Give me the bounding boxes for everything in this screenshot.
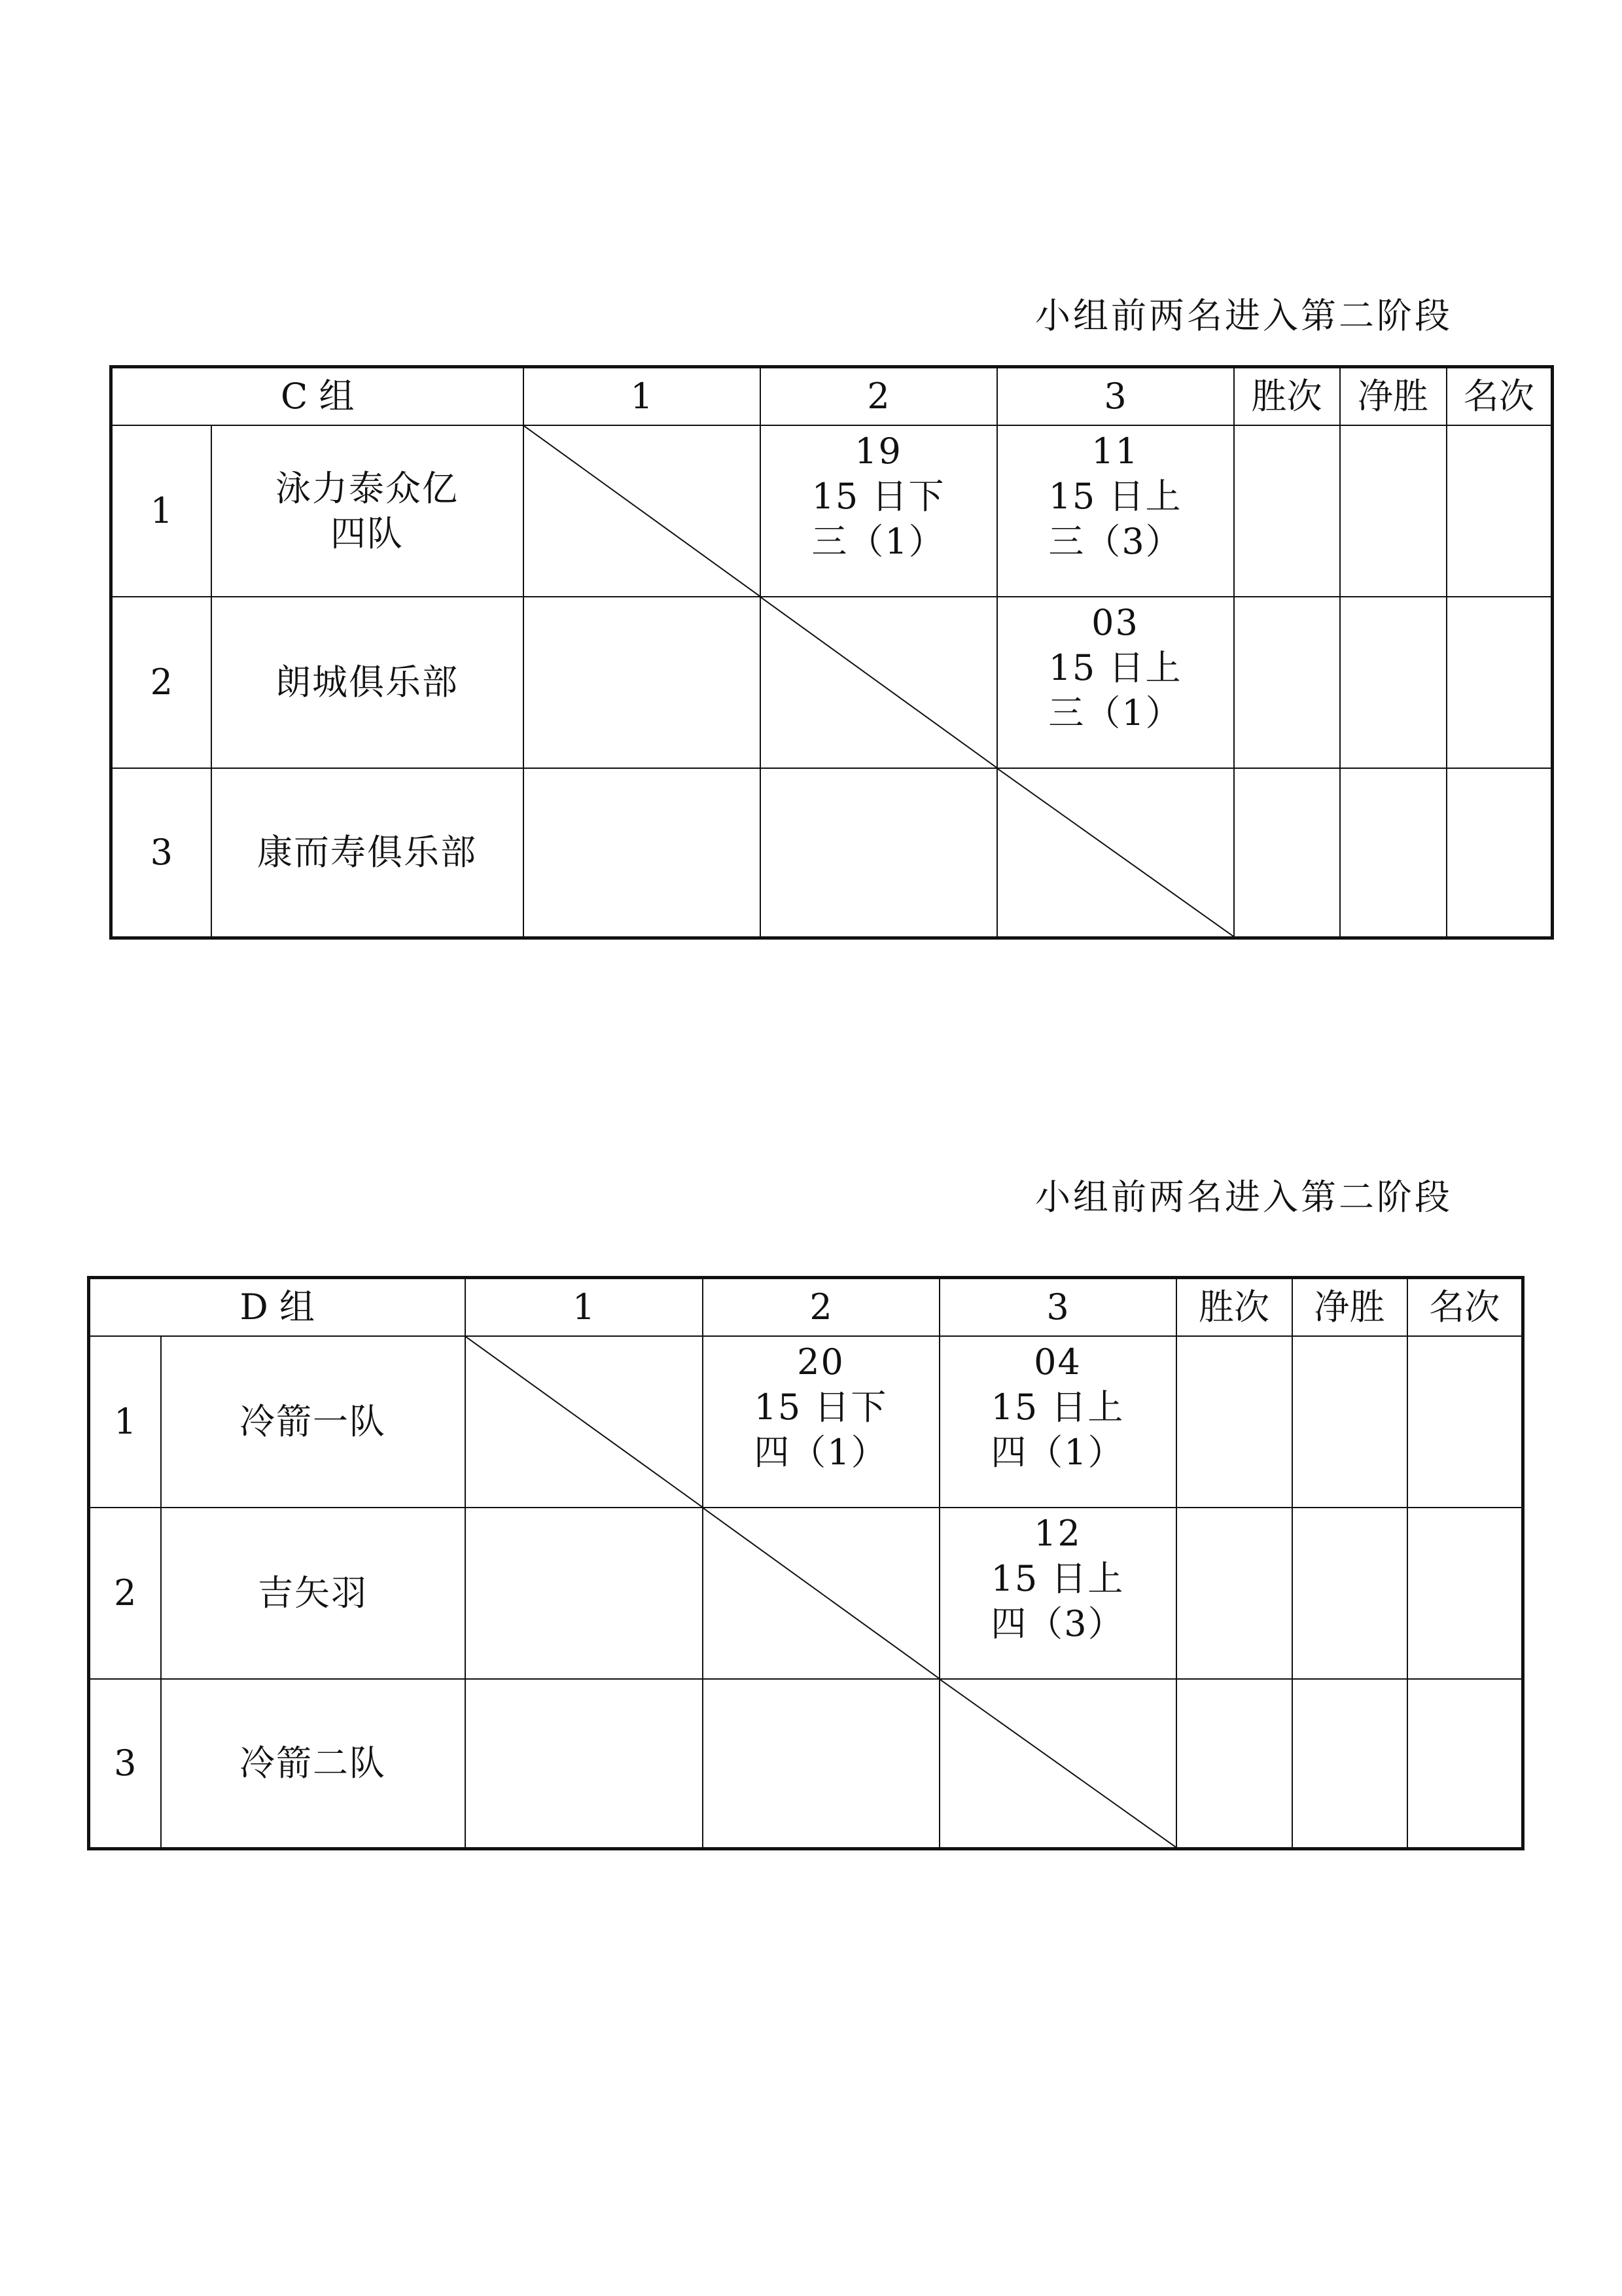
wins-cell [1176, 1508, 1292, 1679]
table-row [89, 1508, 1523, 1679]
match-cell [465, 1679, 703, 1849]
group-c-note: 小组前两名进入第二阶段 [1035, 295, 1453, 336]
team-name: 泳力泰众亿 四队 [211, 425, 523, 597]
match-number: 19 [855, 431, 902, 472]
table-row [89, 1679, 1523, 1849]
row-number: 3 [111, 768, 211, 938]
match-date: 15 日上 [1048, 647, 1182, 689]
diagonal-line [998, 769, 1233, 936]
match-number: 03 [1091, 602, 1139, 643]
match-date: 15 日下 [754, 1386, 888, 1428]
match-cell [760, 425, 997, 597]
match-venue: 四（1） [754, 1432, 888, 1474]
rank-cell [1407, 1508, 1523, 1679]
match-date: 15 日上 [991, 1558, 1125, 1600]
wins-cell [1234, 768, 1340, 938]
match-date: 15 日上 [991, 1386, 1125, 1428]
self-match-cell [940, 1679, 1176, 1849]
column-header: 1 [523, 367, 760, 426]
match-cell [940, 1336, 1176, 1508]
match-cell [523, 597, 760, 768]
net-wins-cell [1292, 1679, 1407, 1849]
row-number: 2 [111, 597, 211, 768]
diagonal-line [524, 426, 760, 596]
team-name: 吉矢羽 [161, 1508, 465, 1679]
rank-header: 名次 [1407, 1278, 1523, 1337]
net-wins-header: 净胜 [1292, 1278, 1407, 1337]
wins-cell [1234, 425, 1340, 597]
header-row [111, 367, 1553, 426]
table-row [111, 425, 1553, 597]
match-venue: 四（3） [991, 1603, 1125, 1645]
net-wins-cell [1292, 1336, 1407, 1508]
diagonal-line [466, 1337, 702, 1507]
column-header: 3 [997, 367, 1234, 426]
wins-cell [1176, 1336, 1292, 1508]
team-name: 冷箭二队 [161, 1679, 465, 1849]
table-row [111, 768, 1553, 938]
match-cell [997, 597, 1234, 768]
row-number: 3 [89, 1679, 161, 1849]
match-venue: 三（3） [1048, 521, 1182, 563]
wins-header: 胜次 [1176, 1278, 1292, 1337]
wins-cell [1176, 1679, 1292, 1849]
row-number: 2 [89, 1508, 161, 1679]
row-number: 1 [111, 425, 211, 597]
match-date: 15 日上 [1048, 476, 1182, 518]
header-row [89, 1278, 1523, 1337]
rank-header: 名次 [1447, 367, 1553, 426]
wins-cell [1234, 597, 1340, 768]
net-wins-cell [1292, 1508, 1407, 1679]
match-cell [760, 768, 997, 938]
column-header: 1 [465, 1278, 703, 1337]
net-wins-cell [1340, 425, 1447, 597]
diagonal-line [761, 597, 996, 768]
match-number: 20 [797, 1341, 845, 1383]
team-name: 冷箭一队 [161, 1336, 465, 1508]
column-header: 3 [940, 1278, 1176, 1337]
match-number: 12 [1034, 1513, 1082, 1554]
group-d-note: 小组前两名进入第二阶段 [1035, 1176, 1453, 1218]
match-venue: 三（1） [1048, 692, 1182, 734]
group-d-table [87, 1276, 1525, 1850]
diagonal-line [703, 1508, 939, 1678]
group-c-table [109, 365, 1554, 940]
match-cell [523, 768, 760, 938]
team-name: 康而寿俱乐部 [211, 768, 523, 938]
match-number: 04 [1034, 1341, 1082, 1383]
column-header: 2 [760, 367, 997, 426]
self-match-cell [465, 1336, 703, 1508]
match-cell [703, 1336, 940, 1508]
match-venue: 三（1） [811, 521, 945, 563]
group-name: D 组 [89, 1278, 465, 1337]
group-name: C 组 [111, 367, 523, 426]
self-match-cell [760, 597, 997, 768]
match-cell [465, 1508, 703, 1679]
self-match-cell [703, 1508, 940, 1679]
rank-cell [1447, 597, 1553, 768]
net-wins-cell [1340, 768, 1447, 938]
diagonal-line [940, 1680, 1176, 1847]
rank-cell [1447, 425, 1553, 597]
table-row [111, 597, 1553, 768]
column-header: 2 [703, 1278, 940, 1337]
match-cell [703, 1679, 940, 1849]
wins-header: 胜次 [1234, 367, 1340, 426]
table-row [89, 1336, 1523, 1508]
net-wins-cell [1340, 597, 1447, 768]
rank-cell [1407, 1679, 1523, 1849]
match-number: 11 [1091, 431, 1139, 472]
rank-cell [1407, 1336, 1523, 1508]
match-cell [997, 425, 1234, 597]
net-wins-header: 净胜 [1340, 367, 1447, 426]
match-cell [940, 1508, 1176, 1679]
match-venue: 四（1） [991, 1432, 1125, 1474]
self-match-cell [997, 768, 1234, 938]
self-match-cell [523, 425, 760, 597]
team-name: 朗城俱乐部 [211, 597, 523, 768]
match-date: 15 日下 [811, 476, 945, 518]
rank-cell [1447, 768, 1553, 938]
row-number: 1 [89, 1336, 161, 1508]
